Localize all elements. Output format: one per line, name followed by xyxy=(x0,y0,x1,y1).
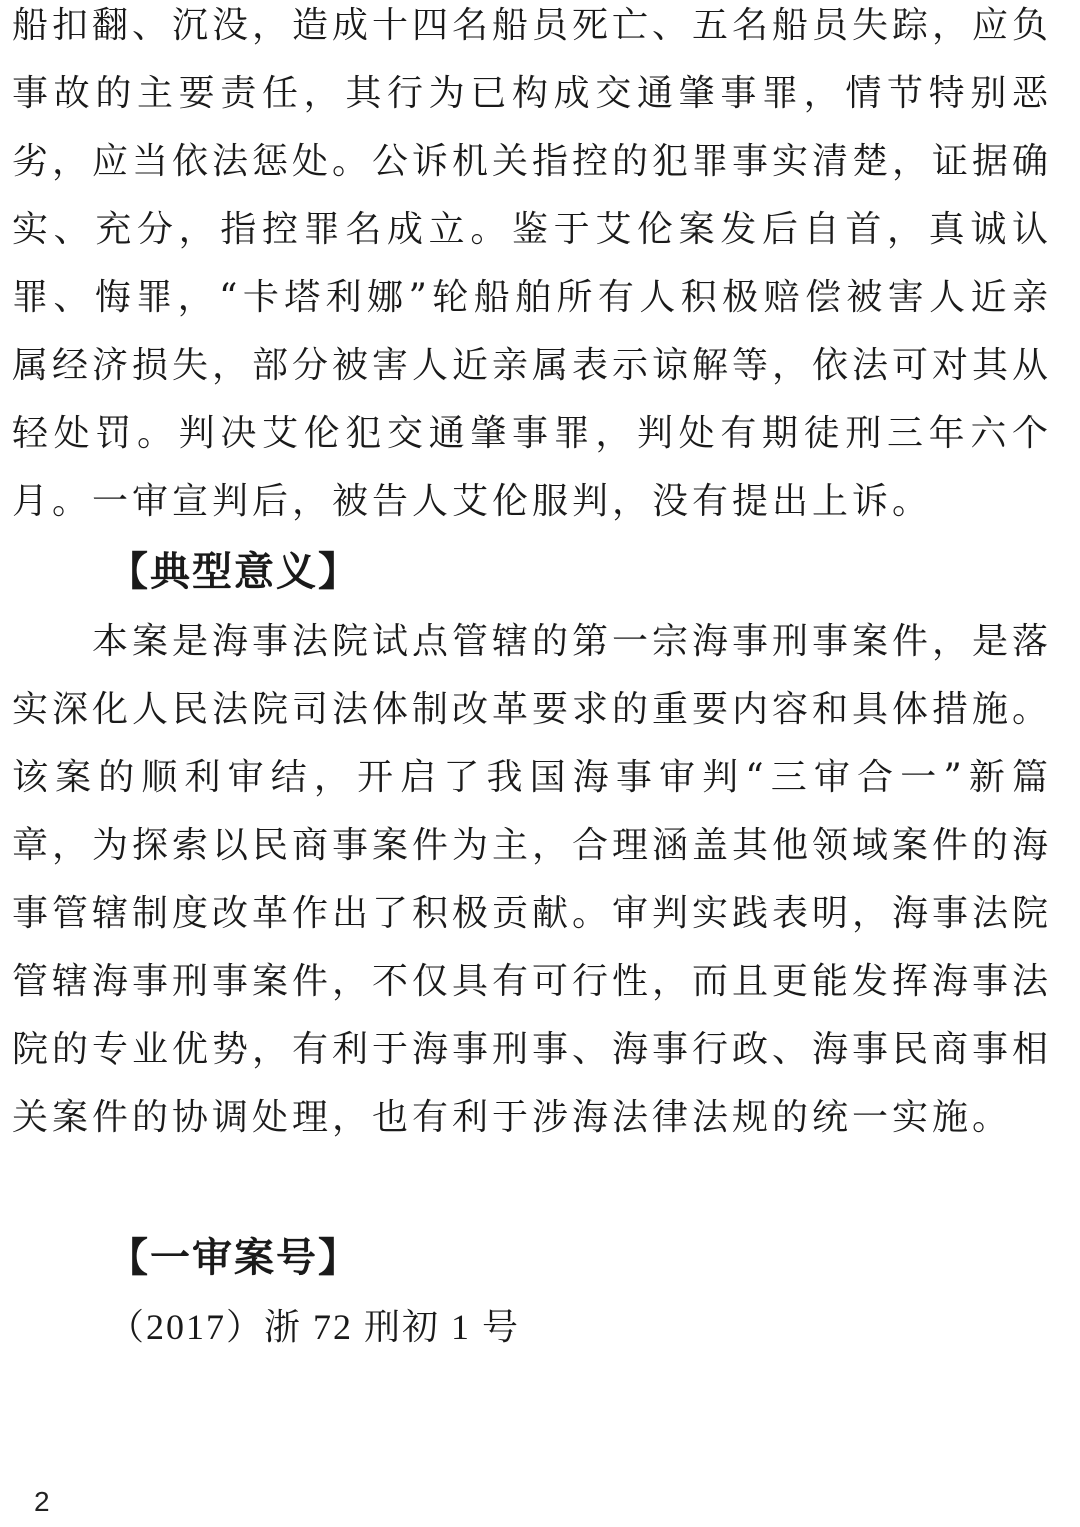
case-number: （2017）浙 72 刑初 1 号 xyxy=(108,1307,521,1347)
typical-significance-heading: 【典型意义】 xyxy=(108,549,360,595)
page-number: 2 xyxy=(34,1486,50,1517)
case-number-heading: 【一审案号】 xyxy=(108,1235,360,1281)
judgment-paragraph: 船扣翻、沉没，造成十四名船员死亡、五名船员失踪，应负事故的主要责任，其行为已构成交通肇事罪，情节特别恶劣，应当依法惩处。公诉机关指控的犯罪事实清楚，证据确实、充分，指控罪名成立。鉴于艾伦案发后自首，真诚认罪、悔罪，“卡塔利娜”轮船舶所有人积极赔偿被害人近亲属经济损失，部分被害人近亲属表示谅解等，依法可对其从轻处罚。判决艾伦犯交通肇事罪，判处有期徒刑三年六个月。一审宣判后，被告人艾伦服判，没有提出上诉。 xyxy=(12,5,1053,522)
significance-paragraph: 本案是海事法院试点管辖的第一宗海事刑事案件，是落实深化人民法院司法体制改革要求的重要内容和具体措施。该案的顺利审结，开启了我国海事审判“三审合一”新篇章，为探索以民商事案件为主，合理涵盖其他领域案件的海事管辖制度改革作出了积极贡献。审判实践表明，海事法院管辖海事刑事案件，不仅具有可行性，而且更能发挥海事法院的专业优势，有利于海事刑事、海事行政、海事民商事相关案件的协调处理，也有利于涉海法律法规的统一实施。 xyxy=(12,621,1053,1138)
